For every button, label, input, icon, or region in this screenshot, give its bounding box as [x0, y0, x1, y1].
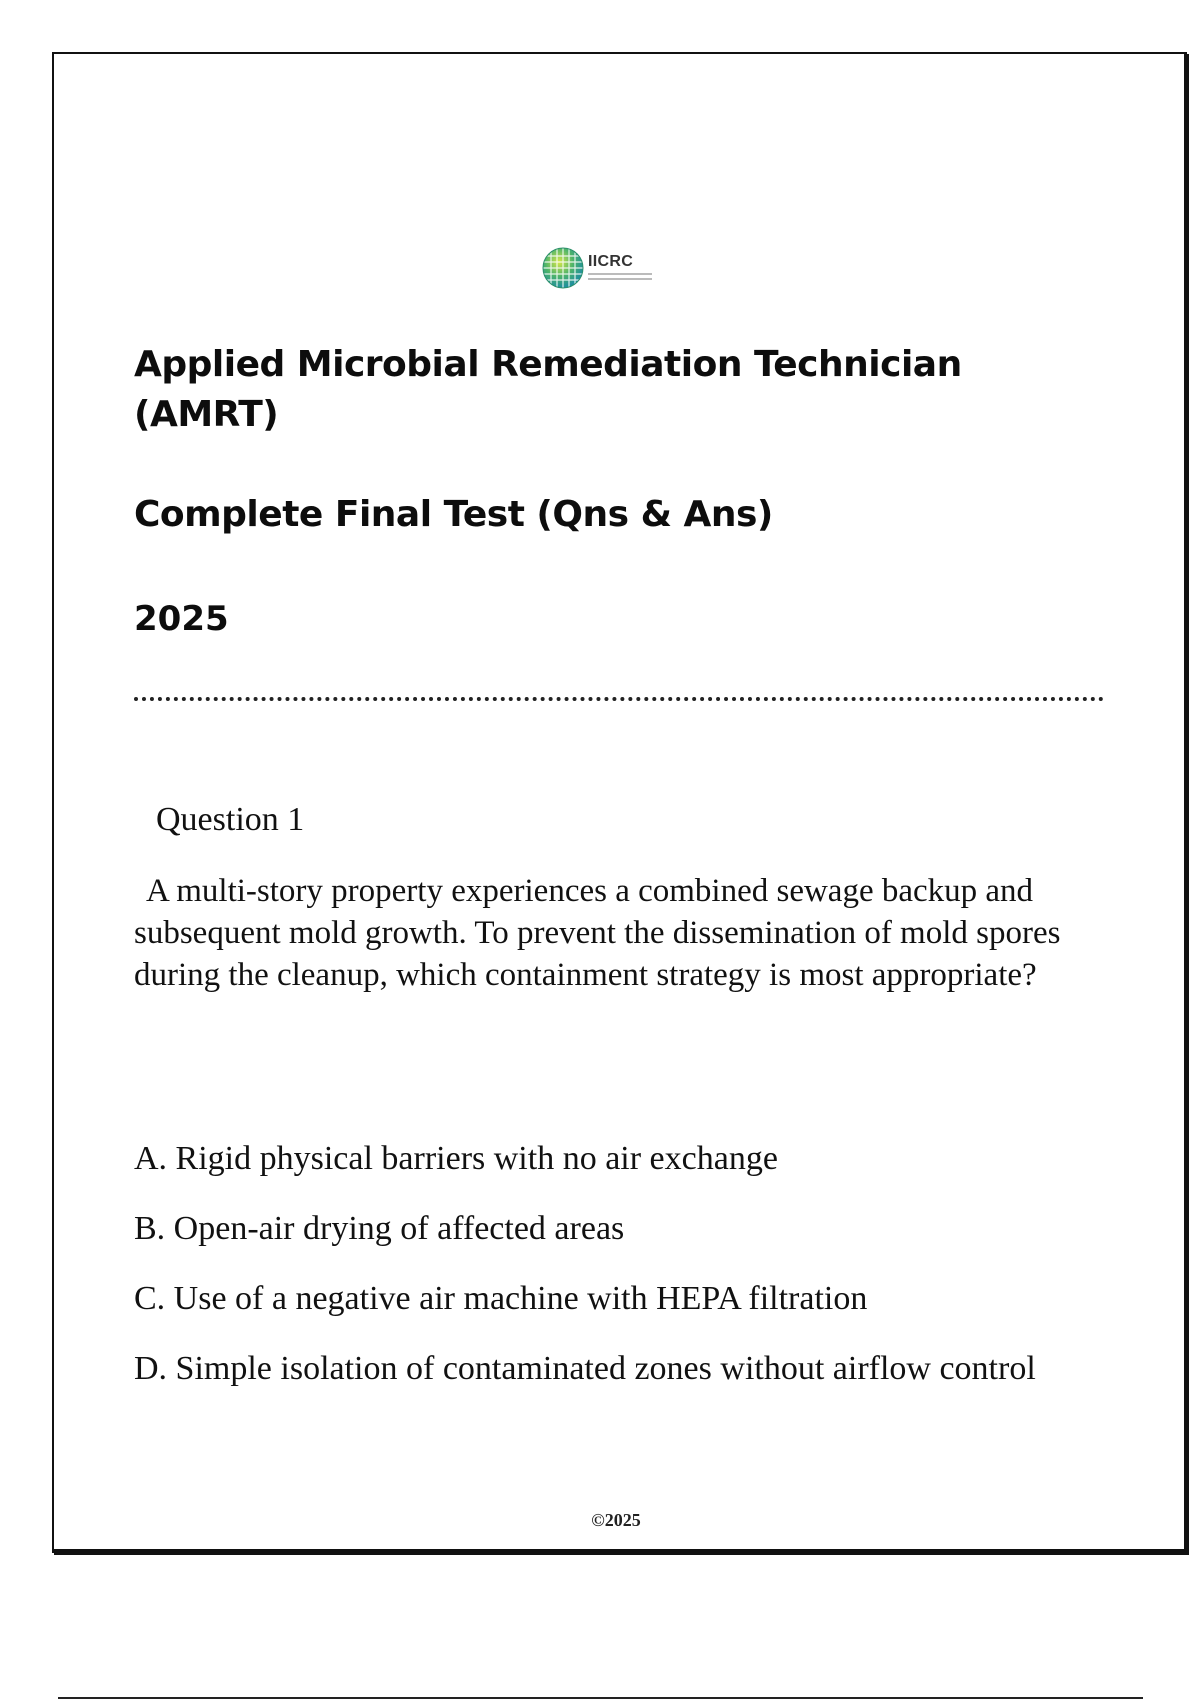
document-year: 2025 [134, 599, 229, 639]
document-subtitle: Complete Final Test (Qns & Ans) [134, 494, 773, 535]
bottom-rule [58, 1697, 1143, 1699]
answer-options [134, 1135, 1174, 1415]
option-c: C. Use of a negative air machine with HEPA filtration [134, 1280, 868, 1317]
question-label: Question 1 [156, 801, 305, 838]
option-a: A. Rigid physical barriers with no air exchange [134, 1140, 778, 1177]
dotted-separator [134, 697, 1104, 701]
logo-tagline [588, 273, 652, 283]
question-text: A multi-story property experiences a combined sewage backup and subsequent mold growth. To prevent the dissemination of mold spores during the cleanup, which containment strategy is most appropriate? [134, 873, 1061, 993]
logo-name: IICRC [588, 252, 634, 270]
option-d: D. Simple isolation of contaminated zones without airflow control [134, 1350, 1036, 1387]
document-title: Applied Microbial Remediation Technician (AMRT) [134, 344, 962, 435]
iicrc-logo [542, 246, 652, 290]
globe-icon [542, 247, 584, 289]
option-b: B. Open-air drying of affected areas [134, 1210, 625, 1247]
copyright-notice: ©2025 [591, 1510, 641, 1530]
